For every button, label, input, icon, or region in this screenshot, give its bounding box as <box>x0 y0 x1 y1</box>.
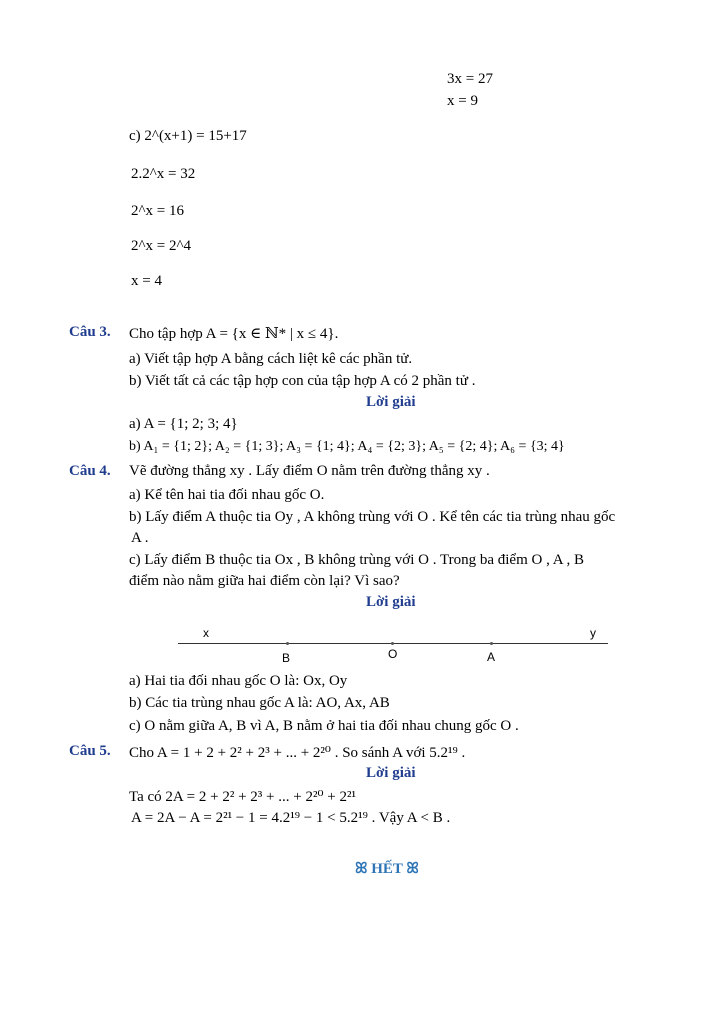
point-o-dot <box>391 642 394 645</box>
question-3-solution-title: Lời giải <box>366 394 416 410</box>
part-c-line-2: 2.2^x = 32 <box>131 166 196 182</box>
question-4-answer-c: c) O nằm giữa A, B vì A, B nằm ở hai tia đối nhau chung gốc O . <box>129 718 519 734</box>
question-3-answer-b: b) A₁ = {1; 2}; A₂ = {1; 3}; A₃ = {1; 4}; A₄ = {2; 3}; A₅ = {2; 4}; A₆ = {3; 4} <box>129 439 565 454</box>
point-b-dot <box>286 642 289 645</box>
question-3-part-a: a) Viết tập hợp A bằng cách liệt kê các phần tử. <box>129 351 413 367</box>
question-3-text: Cho tập hợp A = {x ∈ ℕ* | x ≤ 4}. <box>129 326 339 342</box>
question-5-solution-title: Lời giải <box>366 765 416 781</box>
point-a-dot <box>490 642 493 645</box>
question-4-part-c-line-1: c) Lấy điểm B thuộc tia Ox , B không trùng với O . Trong ba điểm O , A , B <box>129 552 584 568</box>
part-c-line-4: 2^x = 2^4 <box>131 238 192 254</box>
label-y: y <box>590 626 596 640</box>
question-5-text: Cho A = 1 + 2 + 2² + 2³ + ... + 2²⁰ . So sánh A với 5.2¹⁹ . <box>129 745 466 761</box>
part-c-line-3: 2^x = 16 <box>131 203 184 219</box>
question-5-answer-line-1: Ta có 2A = 2 + 2² + 2³ + ... + 2²⁰ + 2²¹ <box>129 789 356 805</box>
work-line-2: x = 9 <box>447 93 478 109</box>
question-4-label: Câu 4. <box>69 463 111 479</box>
label-x: x <box>203 626 209 640</box>
label-a: A <box>487 650 496 664</box>
question-4-part-c-line-2: điểm nào nằm giữa hai điểm còn lại? Vì sao? <box>129 573 400 589</box>
label-b: B <box>282 651 291 665</box>
question-4-solution-title: Lời giải <box>366 594 416 610</box>
part-c-line-1: c) 2^(x+1) = 15+17 <box>129 128 247 144</box>
question-5-answer-line-2: A = 2A − A = 2²¹ − 1 = 4.2¹⁹ − 1 < 5.2¹⁹ . Vậy A < B . <box>131 810 451 826</box>
question-4-answer-a: a) Hai tia đối nhau gốc O là: Ox, Oy <box>129 673 348 689</box>
question-3-answer-a: a) A = {1; 2; 3; 4} <box>129 416 238 432</box>
question-4-part-a: a) Kể tên hai tia đối nhau gốc O. <box>129 487 325 503</box>
label-o: O <box>388 647 398 661</box>
work-line-1: 3x = 27 <box>447 71 493 87</box>
question-3-part-b: b) Viết tất cả các tập hợp con của tập hợp A có 2 phần tử . <box>129 373 476 389</box>
question-3-label: Câu 3. <box>69 324 111 340</box>
question-4-text: Vẽ đường thẳng xy . Lấy điểm O nằm trên đường thẳng xy . <box>129 463 490 479</box>
question-4-part-b-line-2: A . <box>131 530 149 546</box>
question-4-part-b-line-1: b) Lấy điểm A thuộc tia Oy , A không trùng với O . Kể tên các tia trùng nhau gốc <box>129 509 616 525</box>
part-c-line-5: x = 4 <box>131 273 162 289</box>
question-5-label: Câu 5. <box>69 743 111 759</box>
question-4-answer-b: b) Các tia trùng nhau gốc A là: AO, Ax, AB <box>129 695 390 711</box>
end-mark: ꕤ HẾT ꕤ <box>355 861 419 877</box>
